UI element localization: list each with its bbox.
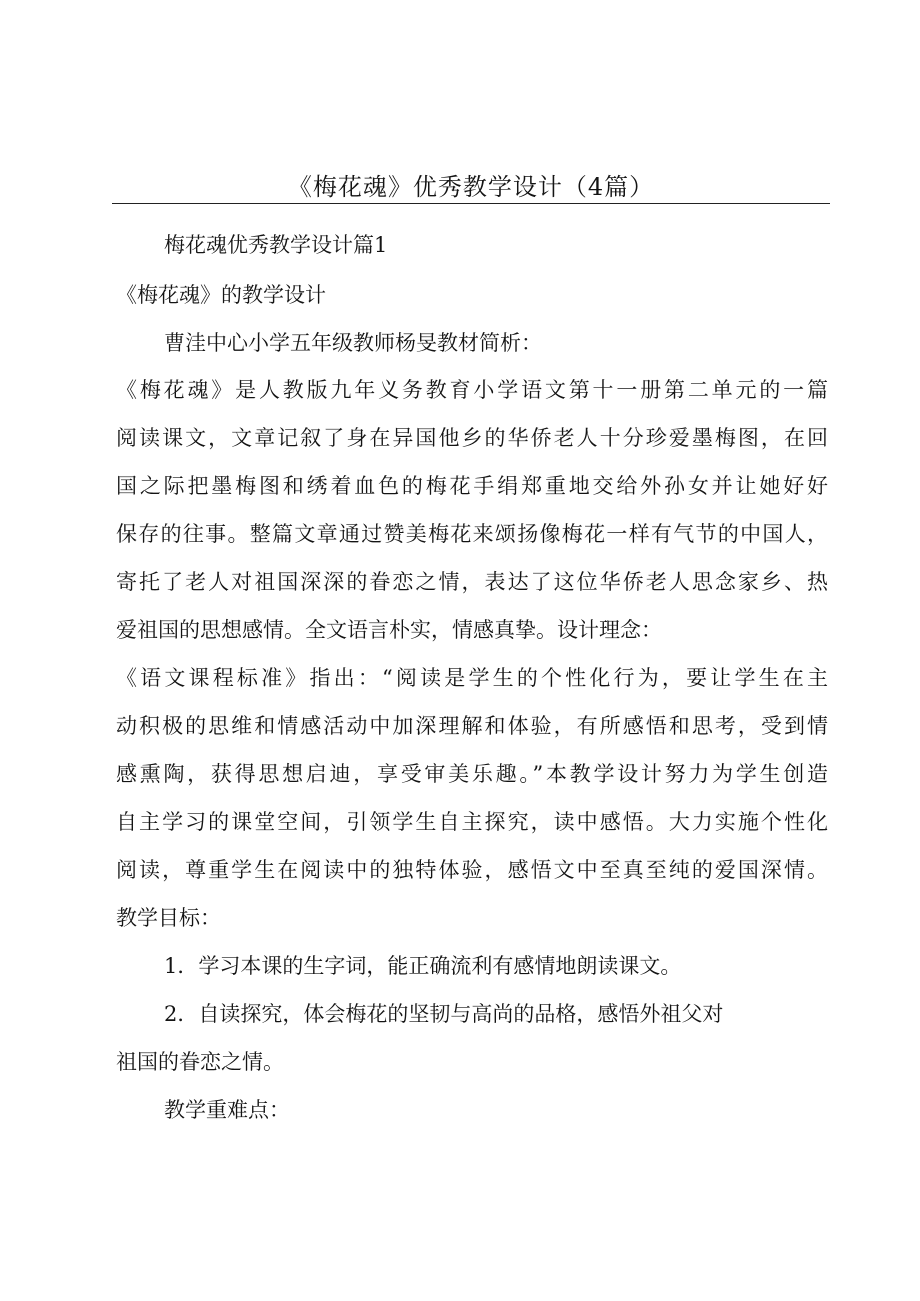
subtitle-line: 《梅花魂》的教学设计 bbox=[116, 283, 326, 307]
paragraph-line: 阅读，尊重学生在阅读中的独特体验，感悟文中至真至纯的爱国深情。 bbox=[116, 858, 828, 882]
paragraph-line: 国之际把墨梅图和绣着血色的梅花手绢郑重地交给外孙女并让她好好 bbox=[116, 474, 828, 498]
objective-item: 1．学习本课的生字词，能正确流利有感情地朗读课文。 bbox=[164, 954, 682, 978]
objective-item-continuation: 祖国的眷恋之情。 bbox=[116, 1050, 284, 1074]
paragraph-line: 动积极的思维和情感活动中加深理解和体验，有所感悟和思考，受到情 bbox=[116, 714, 828, 738]
objectives-heading: 教学目标： bbox=[116, 906, 221, 930]
paragraph-line: 爱祖国的思想感情。全文语言朴实，情感真挚。设计理念： bbox=[116, 618, 662, 642]
paragraph-line: 感熏陶，获得思想启迪，享受审美乐趣。”本教学设计努力为学生创造 bbox=[116, 762, 828, 786]
objective-item: 2．自读探究，体会梅花的坚韧与高尚的品格，感悟外祖父对 bbox=[164, 1002, 724, 1026]
paragraph-line: 自主学习的课堂空间，引领学生自主探究，读中感悟。大力实施个性化 bbox=[116, 810, 828, 834]
author-line: 曹洼中心小学五年级教师杨旻教材简析： bbox=[164, 331, 542, 355]
paragraph-line: 《梅花魂》是人教版九年义务教育小学语文第十一册第二单元的一篇 bbox=[116, 378, 828, 402]
paragraph-line: 寄托了老人对祖国深深的眷恋之情，表达了这位华侨老人思念家乡、热 bbox=[116, 570, 828, 594]
section-heading: 梅花魂优秀教学设计篇1 bbox=[164, 233, 388, 257]
title-underline bbox=[112, 203, 830, 204]
key-points-heading: 教学重难点： bbox=[164, 1098, 290, 1122]
document-title: 《梅花魂》优秀教学设计（4篇） bbox=[287, 173, 655, 201]
paragraph-line: 《语文课程标准》指出：“阅读是学生的个性化行为，要让学生在主 bbox=[116, 666, 828, 690]
paragraph-line: 阅读课文，文章记叙了身在异国他乡的华侨老人十分珍爱墨梅图，在回 bbox=[116, 426, 828, 450]
paragraph-line: 保存的往事。整篇文章通过赞美梅花来颂扬像梅花一样有气节的中国人， bbox=[116, 522, 828, 546]
